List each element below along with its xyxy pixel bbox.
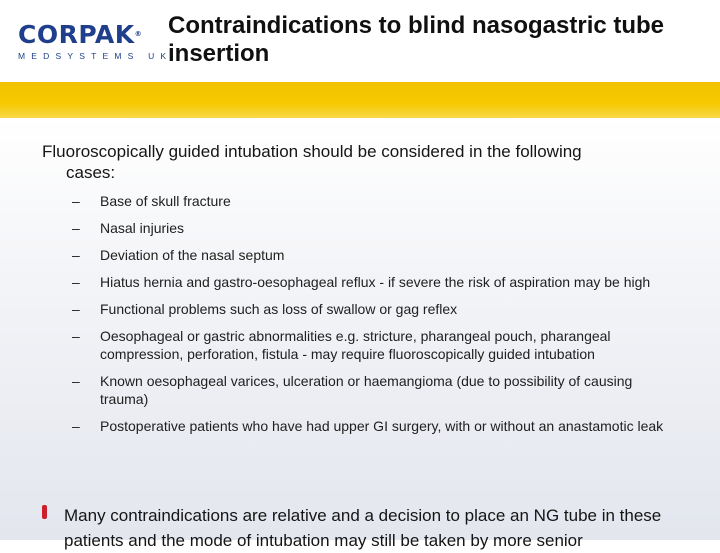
logo-subtitle: MEDSYSTEMS UK xyxy=(18,51,173,61)
dash-bullet: – xyxy=(72,247,80,263)
list-item xyxy=(72,327,682,363)
list-item xyxy=(72,300,682,318)
closing-text: Many contraindications are relative and a decision to place an NG tube in these patients and the mode of intubation may still be taken by more senior xyxy=(64,506,662,550)
list-item xyxy=(72,372,682,408)
list-item-text: Known oesophageal varices, ulceration or haemangioma (due to possibility of causing trauma) xyxy=(100,373,633,407)
dash-bullet: – xyxy=(72,328,80,344)
list-item-text: Deviation of the nasal septum xyxy=(100,247,285,263)
dash-bullet: – xyxy=(72,193,80,209)
corpak-logo xyxy=(18,20,173,68)
list-item-text: Base of skull fracture xyxy=(100,193,231,209)
list-item-text: Oesophageal or gastric abnormalities e.g. stricture, pharangeal pouch, pharangeal compression, perforation, fistula - may require fluoroscopically guided intubation xyxy=(100,328,611,362)
list-item xyxy=(72,273,682,291)
dash-bullet: – xyxy=(72,373,80,389)
list-item xyxy=(72,219,682,237)
list-item xyxy=(72,246,682,264)
intro-line-2: cases: xyxy=(66,163,116,182)
dash-bullet: – xyxy=(72,274,80,290)
list-item xyxy=(72,192,682,210)
list-item-text: Hiatus hernia and gastro-oesophageal reflux - if severe the risk of aspiration may be high xyxy=(100,274,651,290)
list-item xyxy=(72,417,682,435)
intro-paragraph xyxy=(42,141,682,183)
contraindication-list xyxy=(72,192,682,444)
dash-bullet: – xyxy=(72,301,80,317)
dash-bullet: – xyxy=(72,418,80,434)
list-item-text: Functional problems such as loss of swallow or gag reflex xyxy=(100,301,458,317)
logo-name: CORPAK xyxy=(18,20,135,49)
list-item-text: Nasal injuries xyxy=(100,220,185,236)
intro-line-1: Fluoroscopically guided intubation should be considered in the following xyxy=(42,142,582,161)
red-bullet-icon xyxy=(42,505,47,519)
title-band xyxy=(0,82,720,118)
list-item-text: Postoperative patients who have had upper GI surgery, with or without an anastamotic leak xyxy=(100,418,664,434)
registered-mark: ® xyxy=(134,30,143,38)
closing-paragraph xyxy=(42,503,720,553)
slide-title: Contraindications to blind nasogastric tube insertion xyxy=(168,12,665,67)
dash-bullet: – xyxy=(72,220,80,236)
slide-header xyxy=(0,0,720,82)
